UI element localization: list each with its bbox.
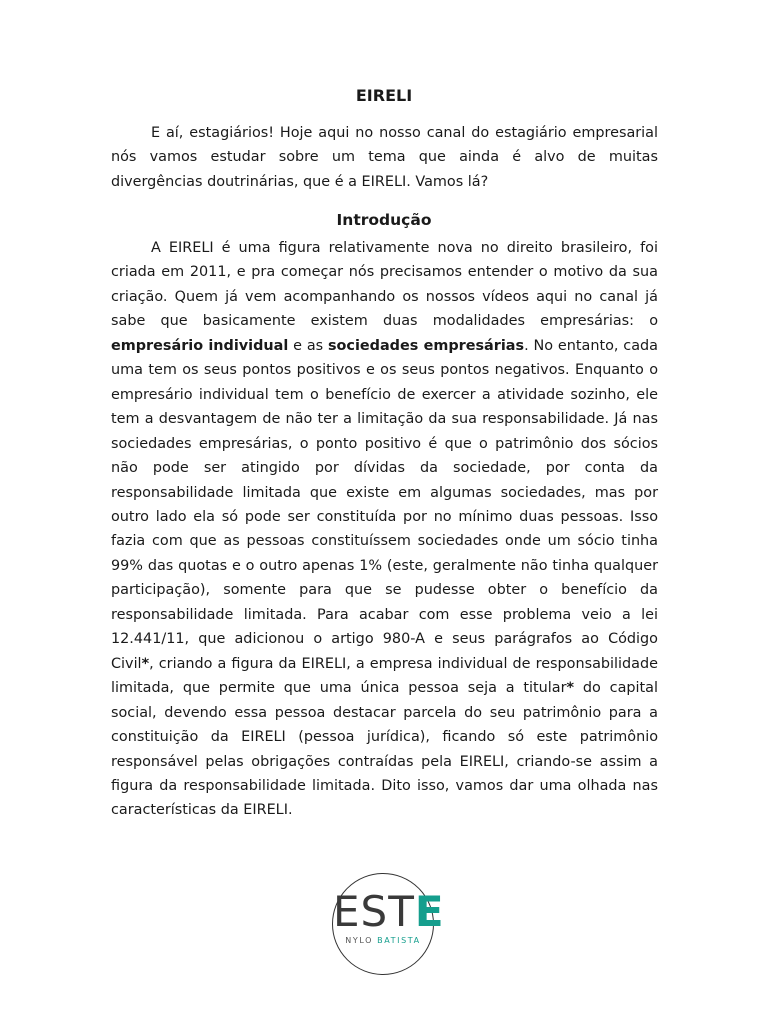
body-text: . No entanto, cada uma tem os seus pontos positivos e os seus pontos negativos. Enquanto o empresário individual tem o benefício de exercer a atividade sozinho, ele tem a desvantagem de não ter a limitação da sua responsabilidade. Já nas sociedades empresárias, o ponto positivo é que o patrimônio dos sócios não pode ser atingido por dívidas da sociedade, por conta da responsabilidade limitada que existe em algumas sociedades, mas por outro lado ela só pode ser constituída por no mínimo duas pessoas. Isso fazia com que as pessoas constituíssem sociedades onde um sócio tinha 99% das quotas e o outro apenas 1% (este, geralmente não tinha qualquer participação), somente para que se pudesse obter o benefício da responsabilidade limitada. Para acabar com esse problema veio a lei 12.441/11, que adicionou o artigo 980-A e seus parágrafos ao Código Civil	[111, 337, 658, 672]
bold-term: empresário individual	[111, 337, 289, 354]
logo-subtitle	[333, 936, 433, 945]
intro-paragraph: E aí, estagiários! Hoje aqui no nosso canal do estagiário empresarial nós vamos estudar sobre um tema que ainda é alvo de muitas divergências doutrinárias, que é a EIRELI. Vamos lá?	[111, 125, 658, 190]
body-text: , criando a figura da EIRELI, a empresa individual de responsabilidade limitada, que permite que uma única pessoa seja a titular	[111, 655, 658, 697]
logo-wordmark	[333, 887, 445, 936]
footnote-marker: *	[141, 655, 150, 672]
brand-logo	[332, 873, 445, 975]
bold-term: sociedades empresárias	[327, 337, 525, 354]
document-title: EIRELI	[355, 86, 413, 105]
section-heading: Introdução	[336, 211, 432, 229]
logo-sub-name: NYLO	[345, 936, 378, 945]
body-paragraph	[111, 236, 658, 823]
body-text: e as	[288, 337, 328, 354]
body-text: do capital social, devendo essa pessoa destacar parcela do seu patrimônio para a constituição da EIRELI (pessoa jurídica), ficando só este patrimônio responsável pelas obrigações contraídas pela EIRELI, criando-se assim a figura da responsabilidade limitada. Dito isso, vamos dar uma olhada nas características da EIRELI.	[111, 680, 658, 819]
footnote-marker: *	[566, 680, 575, 697]
logo-sub-accent: BATISTA	[377, 936, 421, 945]
body-text: A EIRELI é uma figura relativamente nova no direito brasileiro, foi criada em 2011, e pra começar nós precisamos entender o motivo da sua criação. Quem já vem acompanhando os nossos vídeos aqui no canal já sabe que basicamente existem duas modalidades empresárias: o	[111, 240, 658, 330]
logo-letters: EST	[333, 887, 415, 936]
logo-accent-letter: E	[414, 887, 445, 936]
